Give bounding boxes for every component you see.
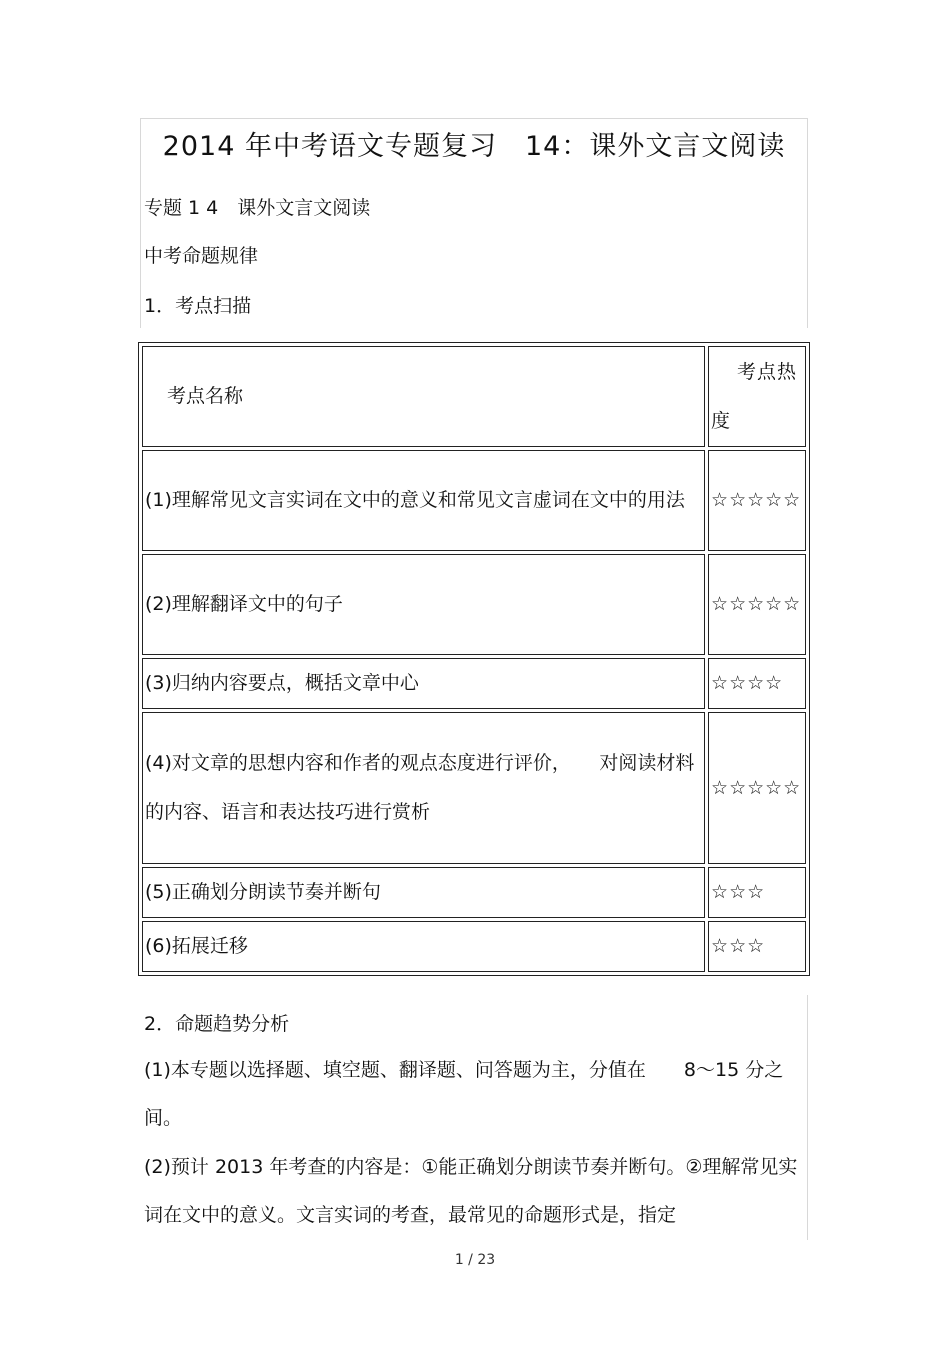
point-name: (4)对文章的思想内容和作者的观点态度进行评价， 对阅读材料的内容、语言和表达技巧进行赏析: [145, 752, 695, 823]
point-name: (2)理解翻译文中的句子: [145, 593, 343, 615]
point-name: (1)理解常见文言实词在文中的意义和常见文言虚词在文中的用法: [145, 489, 685, 511]
trend-paragraph-2: (2)预计 2013 年考查的内容是：①能正确划分朗读节奏并断句。②理解常见实词在文中的意义。文言实词的考查，最常见的命题形式是，指定: [144, 1156, 798, 1226]
point-name-cell: [142, 712, 705, 864]
header-name: 考点名称: [167, 385, 244, 407]
table-row: [142, 658, 806, 709]
point-heat-cell: [708, 450, 806, 551]
point-heat-stars: ☆☆☆☆☆: [711, 593, 802, 615]
point-heat-stars: ☆☆☆☆☆: [711, 776, 802, 799]
section-2-heading: 2．命题趋势分析: [144, 1013, 290, 1035]
point-name: (5)正确划分朗读节奏并断句: [145, 881, 381, 903]
header-name-cell: [142, 346, 705, 447]
page-number: 1 / 23: [454, 1252, 496, 1268]
table-row: [142, 712, 806, 864]
table-row: [142, 867, 806, 918]
point-name-cell: [142, 921, 705, 972]
point-heat-cell: [708, 554, 806, 655]
point-heat-stars: ☆☆☆: [711, 881, 766, 903]
point-name-cell: [142, 554, 705, 655]
frame-right-line-lower: [807, 995, 808, 1240]
exam-points-table: [138, 342, 810, 976]
point-heat-cell: [708, 921, 806, 972]
trend-paragraph-1: (1)本专题以选择题、填空题、翻译题、问答题为主，分值在 8～15 分之间。: [144, 1059, 784, 1129]
section-1-heading: 1．考点扫描: [144, 295, 252, 317]
point-name-cell: [142, 658, 705, 709]
point-heat-cell: [708, 658, 806, 709]
table-row: [142, 921, 806, 972]
table-header-row: [142, 346, 806, 447]
subtitle: 专题 1 4 课外文言文阅读: [144, 197, 371, 219]
point-heat-stars: ☆☆☆: [711, 935, 766, 957]
table-row: [142, 554, 806, 655]
point-name-cell: [142, 450, 705, 551]
document-title: 2014 年中考语文专题复习 14：课外文言文阅读: [162, 131, 786, 162]
point-name: (6)拓展迁移: [145, 935, 248, 957]
point-name-cell: [142, 867, 705, 918]
point-heat-cell: [708, 867, 806, 918]
point-name: (3)归纳内容要点，概括文章中心: [145, 672, 419, 694]
frame-top-line: [140, 118, 808, 119]
header-heat-cell: [708, 346, 806, 447]
section-rules-heading: 中考命题规律: [144, 245, 259, 267]
point-heat-stars: ☆☆☆☆☆: [711, 489, 802, 511]
point-heat-stars: ☆☆☆☆: [711, 672, 784, 694]
table-row: [142, 450, 806, 551]
header-heat: 考点热度: [711, 360, 798, 432]
point-heat-cell: [708, 712, 806, 864]
